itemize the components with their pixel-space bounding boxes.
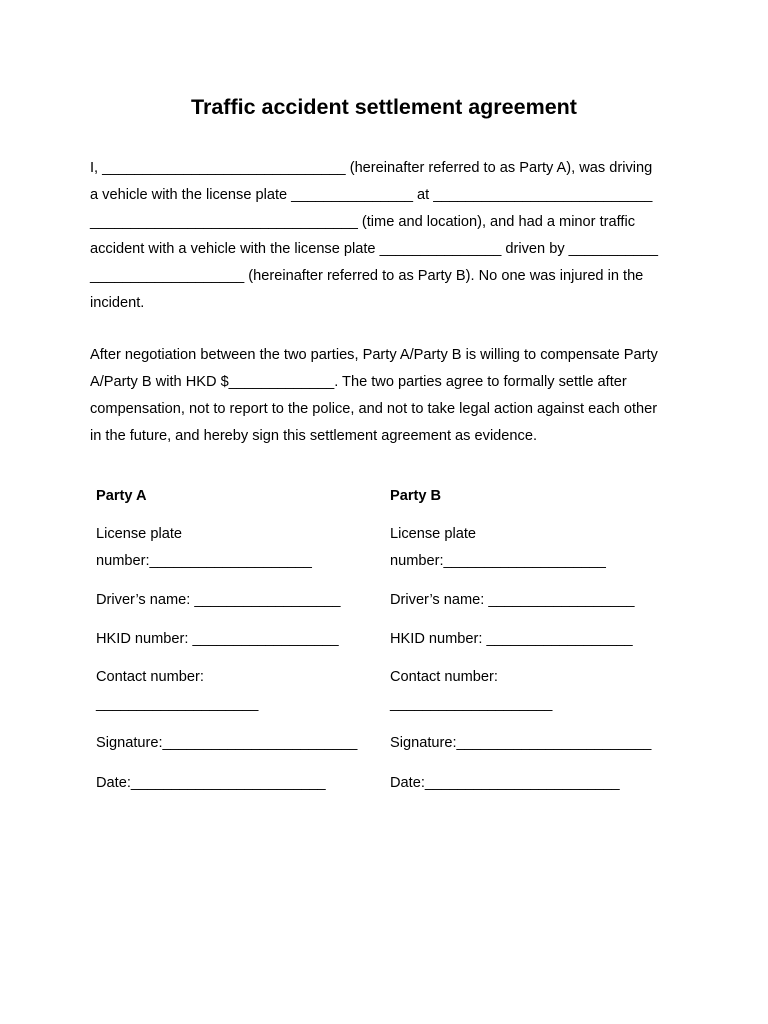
paragraph-line: A/Party B with HKD $_____________. The two parties agree to formally settle after (90, 374, 627, 390)
party-a-contact-field (96, 664, 258, 718)
party-b-license-plate-field (390, 521, 606, 575)
party-b-signature-field: Signature:________________________ (390, 735, 652, 751)
field-blank: number:____________________ (96, 553, 312, 569)
party-b-contact-field (390, 664, 552, 718)
field-label: Contact number: (96, 669, 204, 685)
field-label: License plate (390, 526, 477, 542)
paragraph-line: After negotiation between the two parties, Party A/Party B is willing to compensate Party (90, 347, 658, 363)
paragraph-line: I, ______________________________ (hereinafter referred to as Party A), was driving (90, 160, 653, 176)
field-label: License plate (96, 526, 183, 542)
field-blank: ____________________ (390, 696, 553, 712)
field-blank: ____________________ (96, 696, 259, 712)
party-b-driver-name-field: Driver’s name: __________________ (390, 592, 635, 608)
paragraph-line: compensation, not to report to the police, and not to take legal action against each other (90, 401, 658, 417)
paragraph-line: incident. (90, 295, 145, 311)
field-blank: number:____________________ (390, 553, 606, 569)
party-a-license-plate-field (96, 521, 312, 575)
party-a-signature-field: Signature:________________________ (96, 735, 358, 751)
paragraph-line: ___________________ (hereinafter referred to as Party B). No one was injured in the (90, 268, 644, 284)
party-b-hkid-field: HKID number: __________________ (390, 631, 633, 647)
paragraph-line: a vehicle with the license plate _______________ at ___________________________ (90, 187, 653, 203)
party-a-heading: Party A (96, 488, 147, 504)
agreement-paragraph-2 (90, 342, 690, 450)
party-a-date-field: Date:________________________ (96, 775, 326, 791)
agreement-paragraph-1 (90, 155, 690, 317)
paragraph-line: _________________________________ (time and location), and had a minor traffic (90, 214, 635, 230)
party-a-driver-name-field: Driver’s name: __________________ (96, 592, 341, 608)
field-label: Contact number: (390, 669, 498, 685)
document-title: Traffic accident settlement agreement (191, 95, 577, 119)
party-b-heading: Party B (390, 488, 442, 504)
paragraph-line: in the future, and hereby sign this settlement agreement as evidence. (90, 428, 537, 444)
party-a-hkid-field: HKID number: __________________ (96, 631, 339, 647)
paragraph-line: accident with a vehicle with the license plate _______________ driven by ___________ (90, 241, 658, 257)
party-b-date-field: Date:________________________ (390, 775, 620, 791)
